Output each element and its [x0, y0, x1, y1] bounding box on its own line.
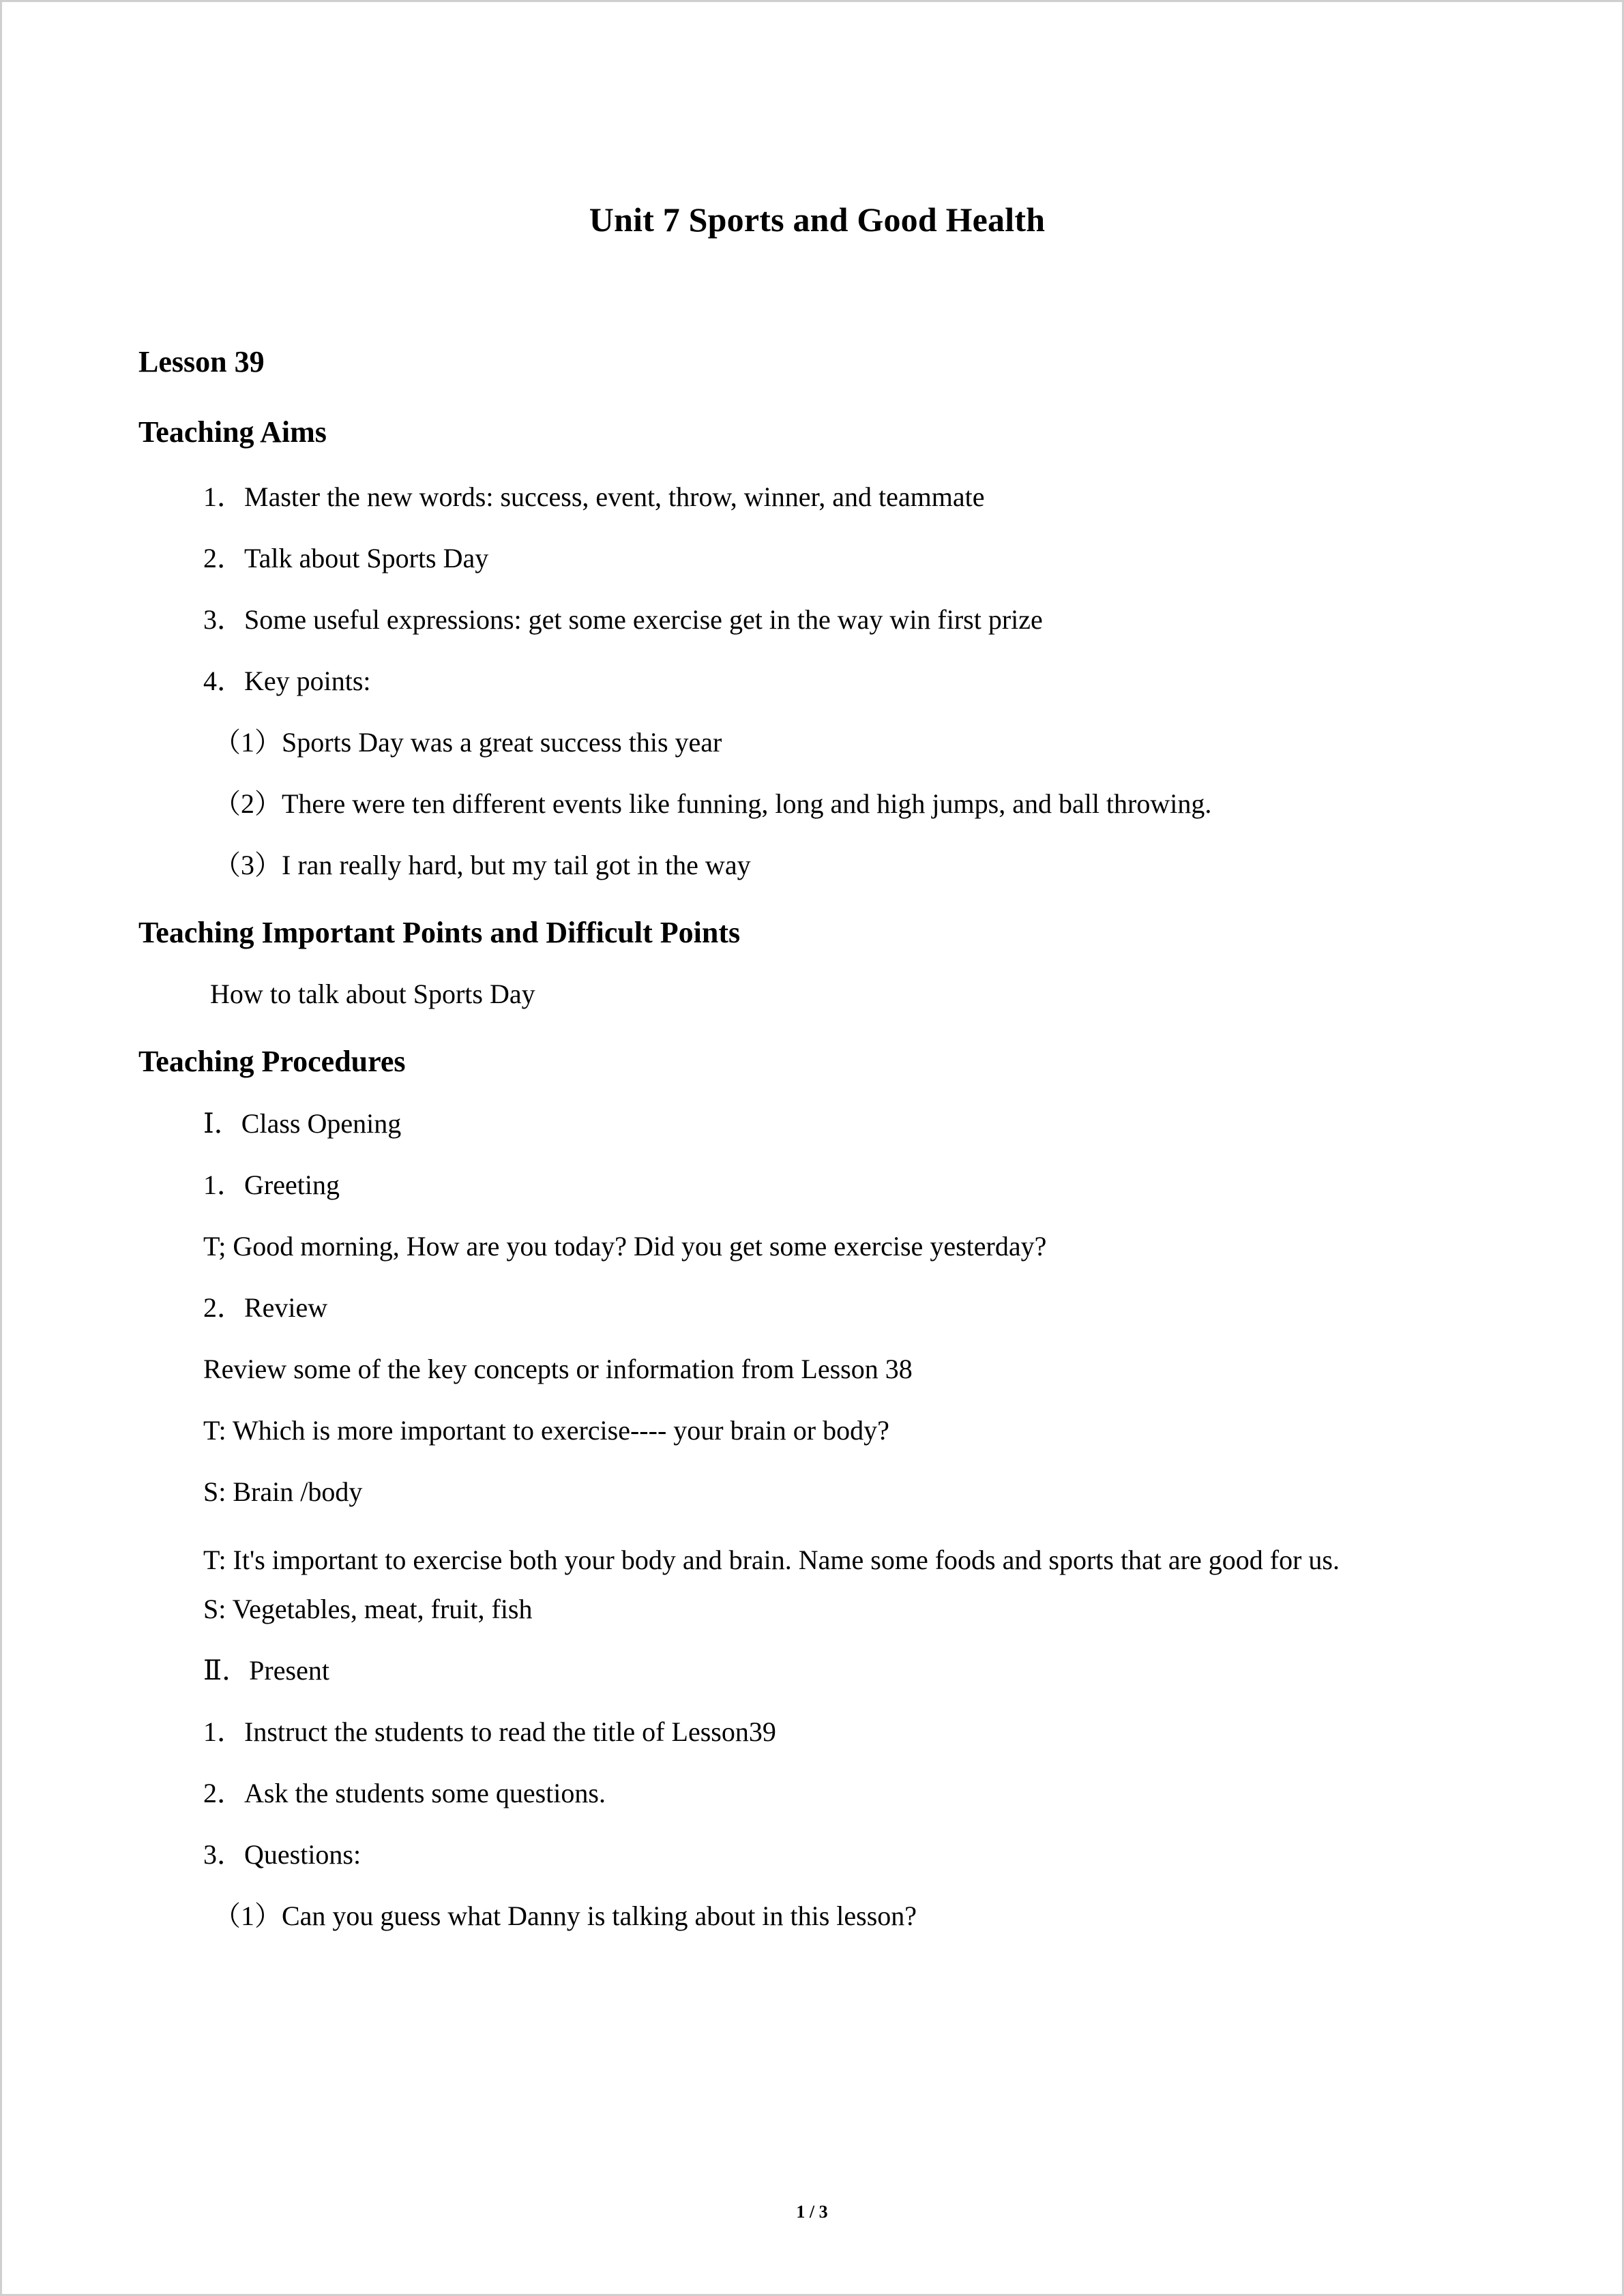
key-point-3: （3）I ran really hard, but my tail got in the way: [213, 849, 751, 880]
aim-item-4: 4．Key points:: [203, 665, 371, 696]
aim-item-3: 3．Some useful expressions: get some exercise get in the way win first prize: [203, 603, 1043, 635]
important-points-text: How to talk about Sports Day: [210, 979, 535, 1010]
page-title: Unit 7 Sports and Good Health: [589, 200, 1046, 239]
key-point-1: （1）Sports Day was a great success this year: [213, 726, 722, 758]
aim-item-1: 1．Master the new words: success, event, throw, winner, and teammate: [203, 481, 985, 512]
page-content: [138, 173, 1496, 1963]
teaching-procedures-heading: Teaching Procedures: [138, 1045, 406, 1079]
important-points-heading: Teaching Important Points and Difficult Points: [138, 915, 741, 949]
page-number: 1 / 3: [796, 2202, 828, 2222]
procedure-ask-questions: 2．Ask the students some questions.: [203, 1777, 606, 1808]
procedure-teacher-question: T: Which is more important to exercise---- your brain or body?: [203, 1414, 889, 1446]
procedure-review: 2．Review: [203, 1292, 328, 1323]
procedure-question-1: （1）Can you guess what Danny is talking about in this lesson?: [213, 1900, 917, 1931]
teaching-aims-heading: Teaching Aims: [138, 415, 327, 449]
lesson-heading: Lesson 39: [138, 345, 265, 378]
procedure-student-foods: S: Vegetables, meat, fruit, fish: [203, 1593, 533, 1624]
procedure-present: Ⅱ．Present: [203, 1654, 329, 1686]
procedure-greeting-line: T; Good morning, How are you today? Did you get some exercise yesterday?: [203, 1230, 1047, 1262]
aim-item-2: 2．Talk about Sports Day: [203, 542, 489, 573]
procedure-student-answer: S: Brain /body: [203, 1476, 363, 1507]
procedure-review-line: Review some of the key concepts or information from Lesson 38: [203, 1353, 913, 1384]
title-spacer: [138, 239, 1496, 342]
procedure-instruct: 1．Instruct the students to read the title of Lesson39: [203, 1716, 776, 1747]
key-point-2: （2）There were ten different events like funning, long and high jumps, and ball throwing.: [213, 788, 1212, 819]
procedure-class-opening: Ⅰ．Class Opening: [203, 1107, 402, 1139]
procedure-teacher-explanation: T: It's important to exercise both your body and brain. Name some foods and sports that are good for us.: [203, 1544, 1340, 1575]
procedure-greeting: 1．Greeting: [203, 1169, 340, 1200]
procedure-questions: 3．Questions:: [203, 1838, 361, 1870]
